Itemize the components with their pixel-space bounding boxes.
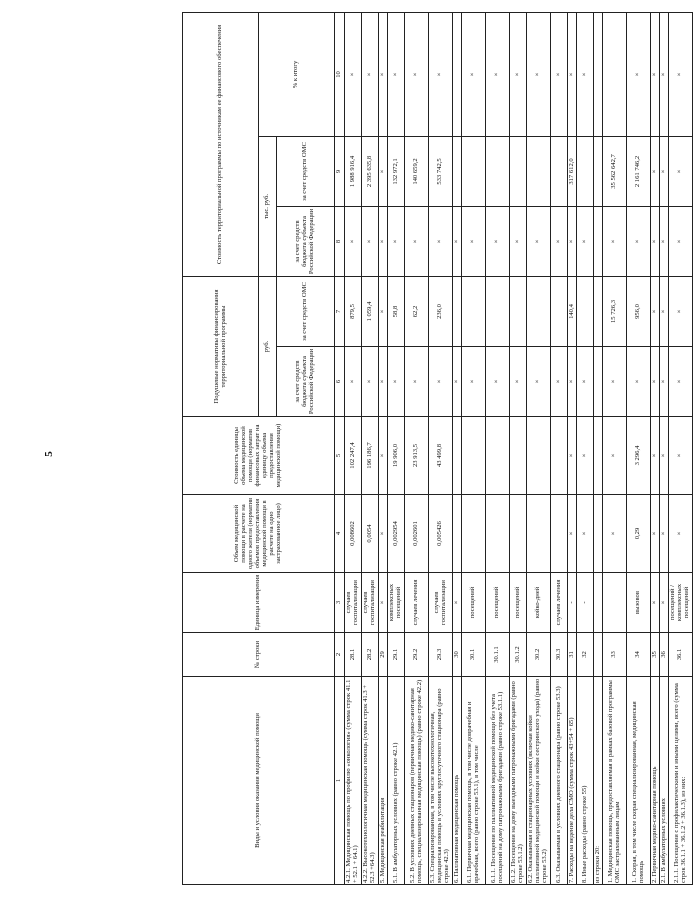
table-cell: 30.1.2 [510, 633, 527, 677]
column-number: 2 [335, 633, 345, 677]
table-cell: 28.1 [345, 633, 362, 677]
table-cell: 5.3. Специализированная, в том числе высокотехнологичная, медицинская помощь в условиях круглосуточного стационара (равно строке 42.3) [429, 677, 453, 885]
header-unit-thousand-rub: тыс. руб. [259, 136, 277, 276]
table-cell [594, 276, 603, 346]
table-cell: × [568, 206, 577, 276]
table-cell [453, 417, 462, 495]
table-cell: 236,0 [429, 276, 453, 346]
table-cell: 2.1.1. Посещения с профилактическими и иными целями, всего (сумма строк 36.1.1 + 36.1.2 + 36.1.3), из них: [669, 677, 693, 885]
table-cell: × [568, 417, 577, 495]
table-cell: 35 562 642,7 [603, 136, 627, 206]
table-row [627, 12, 651, 884]
table-cell [453, 276, 462, 346]
table-row [345, 12, 362, 884]
table-cell: × [669, 136, 693, 206]
table-cell: 5.1. В амбулаторных условиях (равно строке 42.1) [388, 677, 405, 885]
table-cell: × [345, 347, 362, 417]
table-cell: × [510, 347, 527, 417]
table-row [568, 12, 577, 884]
table-cell: × [379, 347, 388, 417]
table-row [603, 12, 627, 884]
header-budget-cost: за счет средств бюджета субъекта Российской Федерации [277, 206, 335, 276]
table-cell: 879,5 [345, 276, 362, 346]
table-cell: × [453, 347, 462, 417]
table-cell: × [486, 12, 510, 136]
table-cell: × [651, 495, 660, 573]
table-cell: × [577, 12, 594, 136]
table-cell: 6.1.2. Посещения на дому выездными патронажными бригадами (равно строке 53.1.2) [510, 677, 527, 885]
table-row [388, 12, 405, 884]
table-cell [603, 12, 627, 136]
table-cell [594, 633, 603, 677]
table-cell: 2.1. В амбулаторных условиях [660, 677, 669, 885]
table-cell [594, 495, 603, 573]
table-cell: случаев госпитализации [362, 573, 379, 633]
header-volume: Объем медицинской помощи в расчете на одного жителя (норматив объемов предоставления медицинской помощи в расчете на одно застрахованное лицо) [183, 495, 335, 573]
table-cell: × [603, 417, 627, 495]
table-cell [462, 495, 486, 573]
table-cell: вызовов [627, 573, 651, 633]
table-cell: 58,8 [388, 276, 405, 346]
table-cell: × [379, 276, 388, 346]
table-cell [510, 417, 527, 495]
table-row [405, 12, 429, 884]
table-cell: 32 [577, 633, 594, 677]
table-cell: × [660, 573, 669, 633]
table-cell: × [405, 206, 429, 276]
table-cell: 6.1. Первичная медицинская помощь, в том числе доврачебная и врачебная, всего (равно строке 53.1), в том числе [462, 677, 486, 885]
table-cell: × [453, 573, 462, 633]
table-cell: × [527, 347, 551, 417]
table-cell: 35 [651, 633, 660, 677]
table-cell: × [627, 12, 651, 136]
table-cell: × [388, 12, 405, 136]
table-cell: 0,005426 [429, 495, 453, 573]
table-cell: 0,0054 [362, 495, 379, 573]
table-cell: 30.1 [462, 633, 486, 677]
table-cell: посещений [510, 573, 527, 633]
table-cell: × [345, 12, 362, 136]
table-cell [453, 12, 462, 136]
table-cell: 7. Расходы на ведение дела СМО (сумма строк 43+54 + 65) [568, 677, 577, 885]
table-cell: посещений [462, 573, 486, 633]
table-cell: койко-дней [527, 573, 551, 633]
table-cell: × [362, 347, 379, 417]
table-cell: × [362, 206, 379, 276]
table-cell: × [651, 276, 660, 346]
table-cell: 0,002601 [405, 495, 429, 573]
table-cell: × [510, 12, 527, 136]
table-cell [551, 495, 568, 573]
table-cell: посещений / комплексных посещений [669, 573, 693, 633]
header-oms-cost: за счет средств ОМС [277, 136, 335, 206]
column-number: 6 [335, 347, 345, 417]
column-number: 1 [335, 677, 345, 885]
table-cell: 956,0 [627, 276, 651, 346]
table-cell: × [577, 417, 594, 495]
table-cell [486, 417, 510, 495]
table-cell: × [453, 206, 462, 276]
table-cell: × [669, 417, 693, 495]
table-cell: 28.2 [362, 633, 379, 677]
table-cell [527, 495, 551, 573]
table-cell: × [660, 136, 669, 206]
table-cell: × [669, 495, 693, 573]
table-cell [462, 136, 486, 206]
table-cell: × [551, 347, 568, 417]
table-cell: × [651, 573, 660, 633]
table-cell: × [651, 417, 660, 495]
table-cell: × [379, 136, 388, 206]
table-cell: × [429, 206, 453, 276]
header-oms-norm: за счет средств ОМС [277, 276, 335, 346]
table-cell [577, 276, 594, 346]
table-cell: - [577, 573, 594, 633]
table-row [669, 12, 693, 884]
table-cell: случаев лечения [405, 573, 429, 633]
table-cell: 0,29 [627, 495, 651, 573]
table-cell: × [429, 347, 453, 417]
table-cell [453, 136, 462, 206]
table-cell [577, 136, 594, 206]
table-cell [594, 347, 603, 417]
table-cell: комплексных посещений [388, 573, 405, 633]
table-cell: 43 499,8 [429, 417, 453, 495]
table-cell: × [388, 206, 405, 276]
table-cell: × [603, 495, 627, 573]
table-cell: 36 [660, 633, 669, 677]
table-cell: × [660, 276, 669, 346]
table-cell: 29.1 [388, 633, 405, 677]
table-cell [551, 417, 568, 495]
table-row [651, 12, 660, 884]
table-cell: 30.2 [527, 633, 551, 677]
table-cell: 6.3. Оказываемая в условиях дневного стационара (равно строке 53.3) [551, 677, 568, 885]
table-cell: × [462, 12, 486, 136]
header-percent: % к итогу [259, 12, 335, 136]
table-cell: - [568, 573, 577, 633]
table-cell [603, 573, 627, 633]
table-cell: 33 [603, 633, 627, 677]
column-number: 3 [335, 573, 345, 633]
table-cell: × [379, 206, 388, 276]
table-cell: посещений [486, 573, 510, 633]
table-cell: × [486, 206, 510, 276]
rotated-table-container [182, 13, 690, 885]
table-cell [594, 12, 603, 136]
table-cell: × [651, 136, 660, 206]
program-cost-table [182, 12, 693, 885]
table-cell [486, 495, 510, 573]
table-cell: случаев госпитализации [429, 573, 453, 633]
table-cell [453, 495, 462, 573]
table-cell: × [660, 417, 669, 495]
page-number: 5 [42, 451, 55, 457]
table-cell: × [669, 12, 693, 136]
table-cell: 0,008602 [345, 495, 362, 573]
table-cell: 317 612,0 [568, 136, 577, 206]
header-type: Виды и условия оказания медицинской помощи [183, 677, 335, 885]
table-cell: 196 186,7 [362, 417, 379, 495]
table-cell: × [577, 347, 594, 417]
table-cell: × [405, 12, 429, 136]
table-cell [594, 206, 603, 276]
table-cell [594, 573, 603, 633]
table-cell: × [462, 347, 486, 417]
table-cell: × [603, 206, 627, 276]
table-cell: 4.2.2. Высокотехнологичная медицинская помощь (сумма строк 41.3 + 52.3 +64.3) [362, 677, 379, 885]
table-cell: × [651, 347, 660, 417]
table-cell: 31 [568, 633, 577, 677]
table-cell: 0,002954 [388, 495, 405, 573]
table-cell [486, 136, 510, 206]
table-cell: × [660, 12, 669, 136]
table-cell: 6. Паллиативная медицинская помощь [453, 677, 462, 885]
table-cell: 62,2 [405, 276, 429, 346]
table-row [594, 12, 603, 884]
table-cell: × [510, 206, 527, 276]
table-cell: × [379, 417, 388, 495]
table-cell: 19 906,0 [388, 417, 405, 495]
table-cell: × [627, 206, 651, 276]
table-cell: 6.2. Оказываемая в стационарных условиях (включая койки паллиативной медицинской помощи и койки сестринского ухода) (равно строке 53.2) [527, 677, 551, 885]
table-cell: 2. Первичная медико-санитарная помощь [651, 677, 660, 885]
table-cell: 23 913,5 [405, 417, 429, 495]
table-cell: 4.2.1. Медицинская помощь по профилю «онкология» (сумма строк 41.1 + 52.1 + 64.1) [345, 677, 362, 885]
table-cell: × [660, 347, 669, 417]
column-number: 5 [335, 417, 345, 495]
table-cell: × [379, 573, 388, 633]
header-per-capita-norms: Подушевые нормативы финансирования территориальной программы [183, 276, 259, 416]
table-cell [594, 417, 603, 495]
header-budget-norm: за счет средств бюджета субъекта Российской Федерации [277, 347, 335, 417]
table-cell: 30 [453, 633, 462, 677]
column-number: 7 [335, 276, 345, 346]
table-row [577, 12, 594, 884]
column-number-row [335, 12, 345, 884]
table-cell: × [527, 12, 551, 136]
table-cell: 3 296,4 [627, 417, 651, 495]
table-cell: × [527, 206, 551, 276]
table-row [362, 12, 379, 884]
table-cell: 15 726,3 [603, 276, 627, 346]
table-cell [527, 136, 551, 206]
table-cell: 5.2. В условиях дневных стационаров (первичная медико-санитарная помощь, специализированная медицинская помощь) (равно строке 42.2) [405, 677, 429, 885]
table-cell: из строки 20: [594, 677, 603, 885]
table-cell: × [669, 347, 693, 417]
table-cell [510, 136, 527, 206]
table-cell: 29.3 [429, 633, 453, 677]
table-cell: 140 659,2 [405, 136, 429, 206]
table-cell: 34 [627, 633, 651, 677]
table-cell [551, 276, 568, 346]
header-unit: Единица измерения [183, 573, 335, 633]
table-row [486, 12, 510, 884]
table-row [453, 12, 462, 884]
table-row [510, 12, 527, 884]
header-row-number: № строки [183, 633, 335, 677]
table-cell [462, 417, 486, 495]
table-row [660, 12, 669, 884]
table-cell: × [429, 12, 453, 136]
table-cell [527, 276, 551, 346]
table-cell: 1. Скорая, в том числе скорая специализированная, медицинская помощь [627, 677, 651, 885]
table-cell: × [669, 276, 693, 346]
table-cell: случаев лечения [551, 573, 568, 633]
table-cell: × [462, 206, 486, 276]
table-cell [527, 417, 551, 495]
table-cell: × [577, 206, 594, 276]
table-cell: 30.1.1 [486, 633, 510, 677]
header-unit-rub: руб. [259, 276, 277, 416]
table-cell: × [345, 206, 362, 276]
header-unit-cost: Стоимость единицы объема медицинской помощи (норматив финансовых затрат на единицу объема предоставления медицинской помощи) [183, 417, 335, 495]
table-row [551, 12, 568, 884]
table-cell: 1 988 916,4 [345, 136, 362, 206]
table-cell: 533 742,5 [429, 136, 453, 206]
table-cell: × [660, 206, 669, 276]
table-cell: × [568, 347, 577, 417]
table-cell: × [627, 347, 651, 417]
column-number: 9 [335, 136, 345, 206]
table-cell: × [669, 206, 693, 276]
table-cell: 30.3 [551, 633, 568, 677]
table-cell: × [362, 12, 379, 136]
table-cell: 2 395 635,8 [362, 136, 379, 206]
table-cell: × [660, 495, 669, 573]
table-cell: 102 247,4 [345, 417, 362, 495]
column-number: 8 [335, 206, 345, 276]
table-cell: × [379, 495, 388, 573]
header-program-cost: Стоимость территориальной программы по источникам ее финансового обеспечения [183, 12, 259, 276]
table-body [345, 12, 693, 884]
table-cell [462, 276, 486, 346]
table-cell: × [568, 12, 577, 136]
table-cell: 36.1 [669, 633, 693, 677]
table-cell: 2 161 746,2 [627, 136, 651, 206]
table-cell: × [603, 347, 627, 417]
table-cell: × [577, 495, 594, 573]
table-cell: 8. Иные расходы (равно строке 55) [577, 677, 594, 885]
column-number: 10 [335, 12, 345, 136]
column-number: 4 [335, 495, 345, 573]
table-cell: × [486, 347, 510, 417]
table-cell: 5. Медицинская реабилитация [379, 677, 388, 885]
table-cell: 140,4 [568, 276, 577, 346]
table-cell: × [405, 347, 429, 417]
table-cell: случаев госпитализации [345, 573, 362, 633]
table-row [462, 12, 486, 884]
table-cell: × [568, 495, 577, 573]
table-cell: × [379, 12, 388, 136]
table-row [379, 12, 388, 884]
table-cell: × [551, 206, 568, 276]
table-cell: 6.1.1. Посещения по паллиативной медицинской помощи без учета посещений на дому патронажными бригадами (равно строке 53.1.1) [486, 677, 510, 885]
table-cell [486, 276, 510, 346]
table-row [527, 12, 551, 884]
table-cell: × [651, 12, 660, 136]
table-cell [594, 136, 603, 206]
table-cell [551, 136, 568, 206]
table-cell: × [388, 347, 405, 417]
table-cell: 1 059,4 [362, 276, 379, 346]
table-row [429, 12, 453, 884]
table-cell: 1. Медицинская помощь, предоставляемая в рамках базовой программы ОМС застрахованным лицам [603, 677, 627, 885]
table-cell: 29 [379, 633, 388, 677]
table-cell [510, 276, 527, 346]
table-cell [510, 495, 527, 573]
table-cell: × [551, 12, 568, 136]
table-cell: × [651, 206, 660, 276]
table-cell: 132 972,1 [388, 136, 405, 206]
table-cell: 29.2 [405, 633, 429, 677]
